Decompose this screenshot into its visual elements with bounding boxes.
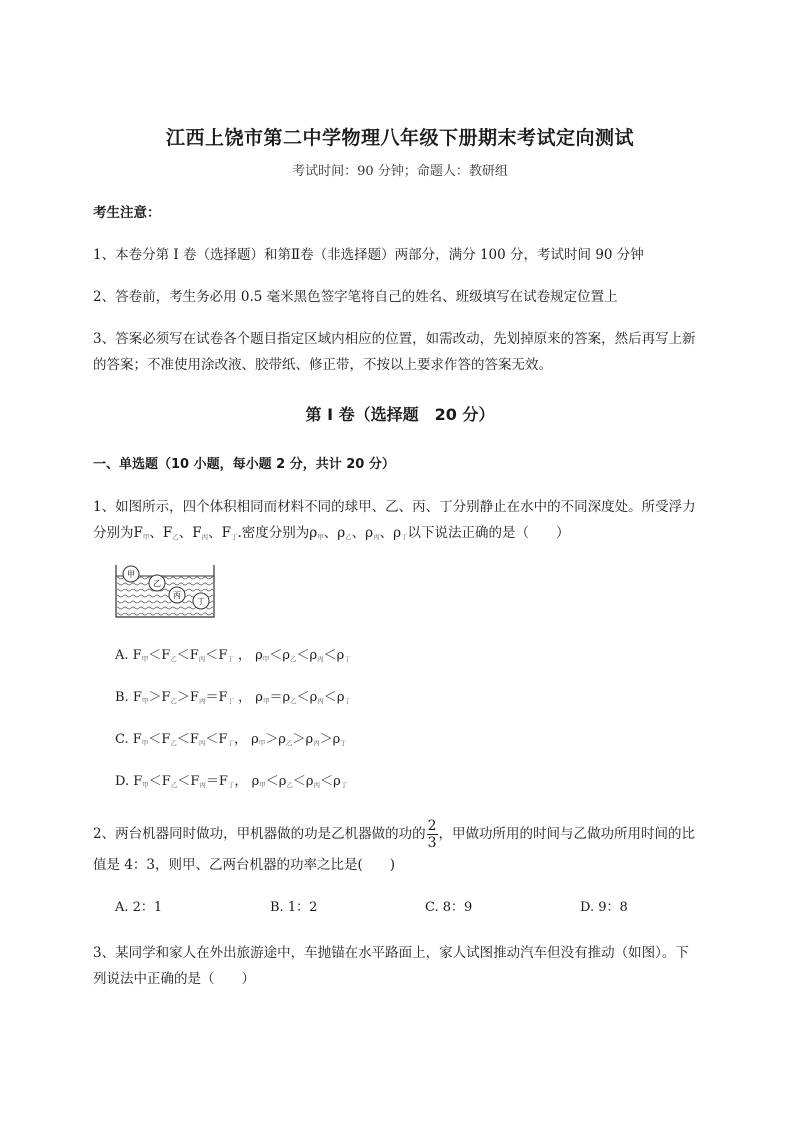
section-title: 第 I 卷（选择题 20 分） <box>305 405 495 424</box>
q1-stem-line-1: 1、如图所示，四个体积相同而材料不同的球甲、乙、丙、丁分别静止在水中的不同深度处。所受浮力 <box>93 499 696 515</box>
q2-option-d[interactable]: D. 9：8 <box>580 900 628 915</box>
notice-item-2: 2、答卷前，考生务必用 0.5 毫米黑色签字笔将自己的姓名、班级填写在试卷规定位置上 <box>93 289 618 305</box>
q2-option-a[interactable]: A. 2：1 <box>115 900 163 915</box>
q1-option-b[interactable]: B. $F_甲>F_乙>F_丙=F_丁$ ， $\rho_甲=\rho_乙<\rho_丙<\rho_丁$ <box>115 690 351 705</box>
ball-yi-label: 乙 <box>153 579 161 588</box>
q3-stem-line-2: 列说法中正确的是（ ） <box>93 971 255 987</box>
notice-item-3-line-1: 3、答案必须写在试卷各个题目指定区域内相应的位置，如需改动，先划掉原来的答案，然后再写上新 <box>93 331 696 347</box>
notice-heading: 考生注意： <box>93 205 161 221</box>
q2-stem-line-2: 值是 4：3，则甲、乙两台机器的功率之比是( ) <box>93 857 396 873</box>
q1-option-a[interactable]: A. $F_甲<F_乙<F_丙<F_丁$ ， $\rho_甲<\rho_乙<\rho_丙<\rho_丁$ <box>115 648 351 663</box>
ball-jia-label: 甲 <box>127 570 135 579</box>
q1-option-c[interactable]: C. $F_甲<F_乙<F_丙<F_丁$， $\rho_甲>\rho_乙>\rho_丙>\rho_丁$ <box>115 732 347 747</box>
ball-bing-label: 丙 <box>173 591 181 600</box>
part-heading: 一、单选题（10 小题，每小题 2 分，共计 20 分） <box>93 457 395 472</box>
q1-stem-line-2: 分别为$F_甲$、$F_乙$、$F_丙$、$F_丁$.密度分别为$\rho_甲$、$\rho_乙$、$\rho_丙$、$\rho_丁$以下说法正确的是（ ） <box>93 525 570 541</box>
fraction-two-thirds: $\frac{2}{3}$ <box>427 817 437 851</box>
q2-option-b[interactable]: B. 1：2 <box>270 900 318 915</box>
q1-option-d[interactable]: D. $F_甲<F_乙<F_丙=F_丁$， $\rho_甲<\rho_乙<\rho_丙<\rho_丁$ <box>115 774 348 789</box>
water-tank-figure <box>115 563 215 619</box>
q2-stem-line-1: 2、两台机器同时做功，甲机器做的功是乙机器做的功的 $\frac{2}{3}$ ，甲做功所用的时间与乙做功所用时间的比 <box>93 817 696 851</box>
q3-stem-line-1: 3、某同学和家人在外出旅游途中，车抛锚在水平路面上，家人试图推动汽车但没有推动（如图）。下 <box>93 945 689 961</box>
notice-item-1: 1、本卷分第 I 卷（选择题）和第Ⅱ卷（非选择题）两部分，满分 100 分，考试时间 90 分钟 <box>93 247 644 263</box>
q2-option-c[interactable]: C. 8：9 <box>425 900 473 915</box>
exam-info: 考试时间：90 分钟；命题人：教研组 <box>292 164 508 179</box>
page-title: 江西上饶市第二中学物理八年级下册期末考试定向测试 <box>165 127 634 149</box>
ball-ding-label: 丁 <box>197 597 205 606</box>
notice-item-3-line-2: 的答案；不准使用涂改液、胶带纸、修正带，不按以上要求作答的答案无效。 <box>93 357 552 373</box>
